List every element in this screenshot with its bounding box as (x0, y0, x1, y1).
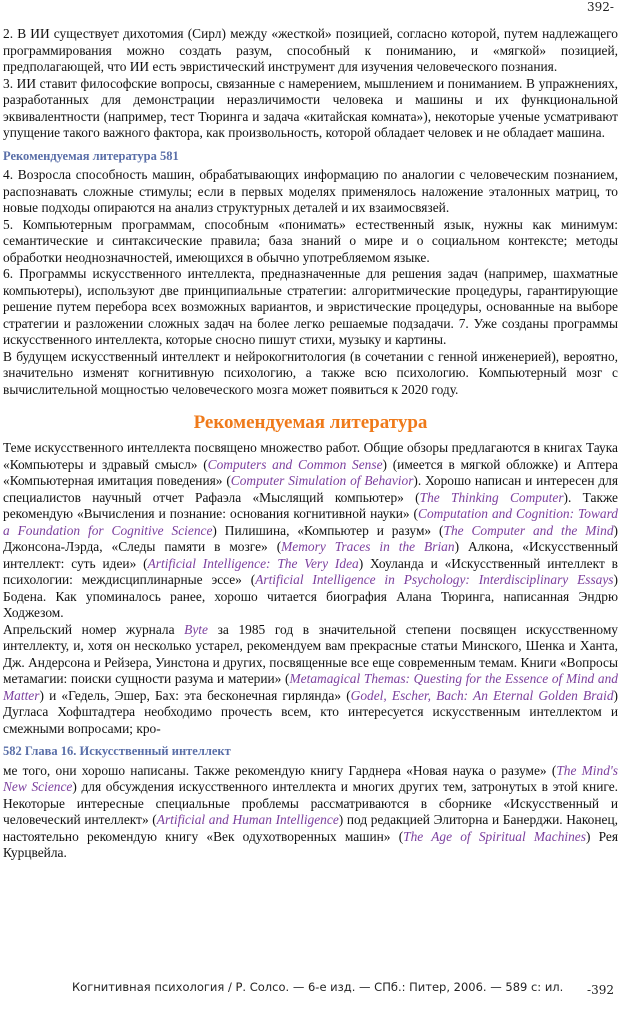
magazine-title: Byte (184, 621, 208, 637)
book-title: The Age of Spiritual Machines (403, 828, 586, 844)
paragraph: 4. Возросла способность машин, обрабатывающих информацию по аналогии с человеческим познанием, распознавать сложные стимулы; если в первых моделях применялось наложение эталонных матриц, то новые подходы опираются на анализ структурных деталей и их взаимосвязей. (3, 167, 618, 215)
running-head: Рекомендуемая литература 581 (3, 148, 179, 163)
book-title: Artificial Intelligence: The Very Idea (147, 555, 359, 571)
reading-paragraph: Теме искусственного интеллекта посвящено множество работ. Общие обзоры предлагаются в книгах Таука «Компьютеры и здравый смысл» (Computers and Common Sense) (имеется в мягкой обложке) и Аптера «Компьютерная имитация поведения» (Computer Simulation of Behavior). Хорошо написан и интересен для специалистов научный отчет Рафаэла «Мыслящий компьютер» (The Thinking Computer). Также рекомендую «Вычисления и познание: основания когнитивной науки» (Computation and Cognition: Toward a Foundation for Cognitive Science) Пилишина, «Компьютер и разум» (The Computer and the Mind) Джонсона-Лэрда, «Следы памяти в мозге» (Memory Traces in the Brian) Алкона, «Искусственный интеллект: суть идеи» (Artificial Intelligence: The Very Idea) Хоуланда и «Искусственный интеллект в психологии: междисциплинарные эссе» (Artificial Intelligence in Psychology: Interdisciplinary Essays) Бодена. Как упоминалось ранее, хорошо читается биография Алана Тюринга, написанная Эндрю Ходжезом. (3, 440, 619, 620)
book-title: Metamagical Themas: Questing for the Essence of Mind and Matter (3, 671, 618, 703)
book-title: Godel, Escher, Bach: An Eternal Golden Braid (350, 687, 614, 703)
page-number-top: 392- (587, 0, 614, 14)
reading-paragraph: ме того, они хорошо написаны. Также рекомендую книгу Гарднера «Новая наука о разуме» (The Mind's New Science) для обсуждения искусственного интеллекта и многих других тем, затронутых в этой книге. Некоторые интересные специальные проблемы рассматриваются в сборнике «Искусственный и человеческий интеллект» (Artificial and Human Intelligence) под редакцией Элиторна и Банерджи. Наконец, настоятельно рекомендую книгу «Век одухотворенных машин» (The Age of Spiritual Machines) Рея Курцвейла. (3, 762, 618, 860)
book-title: The Computer and the Mind (443, 522, 614, 538)
page-number-bottom: -392 (587, 983, 614, 997)
book-title: Computer Simulation of Behavior (230, 473, 414, 488)
paragraph: 2. В ИИ существует дихотомия (Сирл) между «жесткой» позицией, согласно которой, путем надлежащего программирования можно создать разум, способный к пониманию, и «мягкой» позицией, предполагающей, что ИИ есть эвристический инструмент для изучения человеческого познания. (3, 26, 618, 74)
book-title: Computation and Cognition: Toward a Foundation for Cognitive Science (3, 506, 618, 538)
page-content (3, 26, 618, 862)
footer-citation: Когнитивная психология / Р. Солсо. — 6-е изд. — СПб.: Питер, 2006. — 589 с: ил. (72, 980, 564, 994)
book-title: The Mind's New Science (3, 762, 618, 794)
section-title: Рекомендуемая литература (193, 412, 428, 433)
running-head: 582 Глава 16. Искусственный интеллект (3, 744, 231, 758)
paragraph: 6. Программы искусственного интеллекта, предназначенные для решения задач (например, шахматные компьютеры), используют две принципиальные стратегии: алгоритмические процедуры, гарантирующие решение путем перебора всех возможных вариантов, и эвристические процедуры, основанные на выборе стратегии и разложении сложных задач на более легко решаемые подзадачи. 7. Уже созданы программы искусственного интеллекта, которые сносно пишут стихи, музыку и картины. (3, 266, 618, 347)
book-title: The Thinking Computer (419, 489, 564, 505)
reading-paragraph: Апрельский номер журнала Byte за 1985 год в значительной степени посвящен искусственному интеллекту, и, хотя он несколько устарел, рекомендуем вам прекрасные статьи Минского, Шенка и Ханта, Дж. Андерсона и Рейзера, Уинстона и других, посвященные все еще современным темам. Книги «Вопросы метамагии: поиски сущности разума и материи» (Metamagical Themas: Questing for the Essence of Mind and Matter) и «Гедель, Эшер, Бах: эта бесконечная гирлянда» (Godel, Escher, Bach: An Eternal Golden Braid) Дугласа Хофштадтера необходимо прочесть всем, кто интересуется искусственным интеллектом и смежными вопросами; кро- (3, 621, 618, 736)
paragraph: В будущем искусственный интеллект и нейрокогнитология (в сочетании с генной инженерией), вероятно, значительно изменят когнитивную психологию, а также всю психологию. Компьютерный мозг с вычислительной мощностью человеческого мозга может появиться к 2020 году. (3, 348, 618, 397)
book-title: Computers and Common Sense (207, 456, 383, 472)
book-title: Memory Traces in the Brian (281, 539, 455, 554)
book-title: Artificial and Human Intelligence (156, 812, 339, 827)
paragraph: 3. ИИ ставит философские вопросы, связанные с намерением, мышлением и пониманием. В упражнениях, разработанных для демонстрации неразличимости человека и машины и их функциональной эквивалентности (например, тест Тюринга и задача «китайская комната»), некоторые ученые усматривают упущение такого важного фактора, как произвольность, которой обладает человек и не обладает машина. (3, 75, 618, 140)
book-title: Artificial Intelligence in Psychology: Interdisciplinary Essays (255, 572, 614, 587)
paragraph: 5. Компьютерным программам, способным «понимать» естественный язык, нужны как минимум: семантические и синтаксические правила; база знаний о мире и о социальном контексте; методы обработки неоднозначностей, имеющихся в обычно употребляемом языке. (3, 216, 618, 265)
